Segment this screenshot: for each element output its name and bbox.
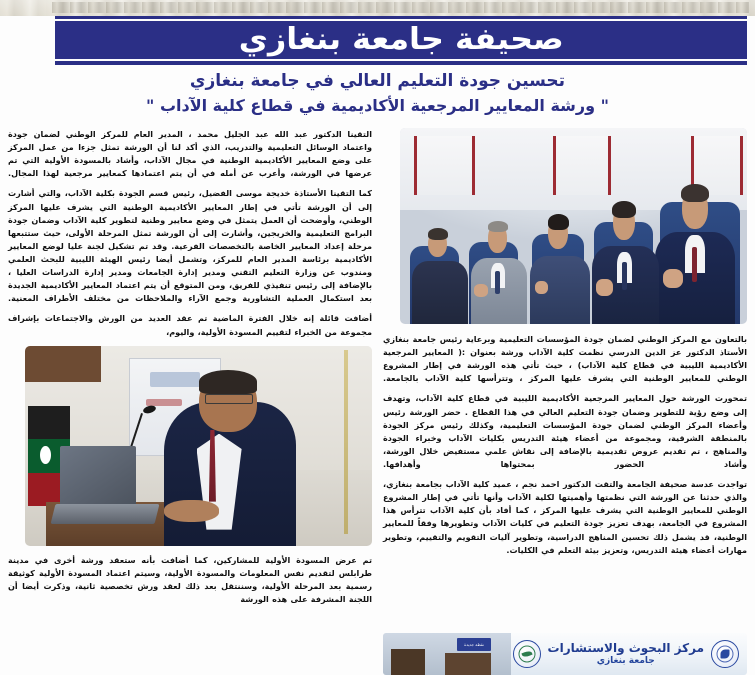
attendee-hair xyxy=(548,214,569,230)
laptop-screen xyxy=(60,446,136,506)
speaker-glasses xyxy=(205,394,252,404)
attendee-hands xyxy=(663,269,683,288)
masthead xyxy=(0,16,755,66)
speaker-hair xyxy=(199,370,258,394)
attendee-suit xyxy=(412,261,469,324)
audience-banner xyxy=(553,136,611,195)
paragraph: تواجدت عدسة صحيفة الجامعة والتقت الدكتور احمد نجم ، عميد كلية الآداب بجامعة بنغازي، والذي حدثنا عن الورشة التي نظمتها وأهميتها لكلية الآداب وأنها تأتي في إطار المشروع الوطني للمعايير الوطنية التي يشرف عليها المركز ، كما أفاد بأن كلية الآداب تترأس هذا المشروع في الجامعة، بهدف تعزيز جودة التعليم في كليات الآداب وتطويرها وفقاً للمعايير الوطنية، قد يشمل ذلك تحسين المناهج الدراسية، وتطوير آليات التقويم والتقييم، وتطوير مهارات أعضاء هيئة التدريس، وتعزيز بيئة التعلم في الكليات. xyxy=(383,479,747,555)
attendee-hands xyxy=(474,284,488,297)
masthead-rule-bottom xyxy=(55,61,747,65)
masthead-rule-top xyxy=(55,16,747,19)
footer-brand xyxy=(513,640,739,668)
attendee xyxy=(410,226,469,324)
headline-main: تحسين جودة التعليم العالي في جامعة بنغازي xyxy=(189,71,566,91)
top-decorative-strip xyxy=(0,0,755,16)
attendee xyxy=(653,175,736,324)
attendee-hair xyxy=(488,221,508,232)
article-body xyxy=(8,128,747,667)
footer-brand-line1: مركز البحوث والاستشارات xyxy=(547,640,704,655)
paragraph: تمحورت الورشة حول المعايير المرجعية الأكاديمية الليبية في قطاع كلية الآداب، وتهدف إلى وضع رؤية للتطوير وضمان جودة التعليم العالي في هذا القطاع . حضر الورشة رئيس وأعضاء المركز الوطني لضمان جودة المؤسسات التعليمية، وكذلك رئيس مركز الجودة بالمنطقة الشرقية، ومجموعة من أعضاء هيئة التدريس بكليات الآداب وخبراء الجودة والمناهج ، تم تقديم عروض تقديمية بالإضافة إلى نقاش علمي مستفيض خلال الورشة، وأشاد الحضور بمحتواها وأهدافها. xyxy=(383,393,747,469)
footer-photo-fragment xyxy=(383,633,511,675)
photo-audience xyxy=(400,128,747,324)
attendee xyxy=(591,195,660,324)
column-left xyxy=(8,128,372,606)
footer-tag-label: نقطة جديدة xyxy=(464,642,484,647)
paragraph: بالتعاون مع المركز الوطني لضمان جودة المؤسسات التعليمية وبرعاية رئيس جامعة بنغازي الأستاذ الدكتور عز الدين الدرسي نظمت كلية الآداب ورشة بعنوان :( المعايير المرجعية الأكاديمية الليبية في قطاع كلية الآداب) ، حيث تأتي هذه الورشة في إطار المشروع الوطني للمعايير الوطنية التي يشرف عليها المركز ، وتترأسها كلية الآداب بالجامعة. xyxy=(383,334,747,384)
footer-brand-text xyxy=(548,641,704,667)
audience-banner xyxy=(414,136,476,195)
laptop-keyboard xyxy=(50,504,159,524)
attendee-hands xyxy=(596,279,613,296)
attendee xyxy=(469,218,528,324)
paragraph: كما التقينا الأستاذة خديجة موسى الفضيل، رئيس قسم الجودة بكلية الآداب، والتي أشارت إلى أن الورشة تأتي في إطار المعايير الأكاديمية الوطنية التي يشرف عليها المركز الوطني، وأوضحت أن العمل يتمثل في وضع معايير وطنية لتطوير كلية الآداب وضمان جودة البرامج التعليمية والخريجين، وأشارت إلى أن الورشة تمثل المرحلة الأولى، حيث ستتبعها مرحلة إعداد المعايير الخاصة بالتخصصات الفرعية. وقد تم تشكيل لجنة عليا لوضع المعايير الأكاديمية برئاسة المدير العام للمركز، وتشمل أيضا رئيس الهيئة الليبية للبحث العلمي ومندوب عن وزارة التعليم التقني ومدير إدارة الجامعات ومدير إدارة الدراسات العليا ، بالإضافة إلى رئيس تنفيذي للفريق، ومن المتوقع أن يتم اعتماد المعايير الأكاديمية الجديدة بعد استكمال العملية التشاورية وجمع الآراء والملاحظات من مختلف الأطراف المعنية. xyxy=(8,188,372,304)
speaker-wood-trim xyxy=(25,346,101,382)
speaker-hands xyxy=(164,500,220,522)
footer-brand-line2: جامعة بنغازي xyxy=(596,655,655,666)
attendee-hair xyxy=(681,184,709,202)
flag-pole xyxy=(344,350,348,534)
paragraph: التقينا الدكتور عبد الله عبد الجليل محمد ، المدير العام للمركز الوطني لضمان جودة واعتماد الوسائل التعليمية والتدريب، الذي أكد لنا أن الورشة تمثل جزءا من عمل المركز على وضع المعايير الأكاديمية الوطنية في مجال الآداب، وأشاد بالمسودة الأولية التي تم عرضها في الورشة، وأعرب عن أمله في أن يتم اعتمادها كمعايير مرجعية لهذا المجال. xyxy=(8,129,372,179)
attendee-tie xyxy=(692,247,697,283)
university-seal-icon xyxy=(711,640,739,668)
column-right xyxy=(383,128,747,564)
research-center-logo-icon xyxy=(513,640,541,668)
paragraph: أضافت قائلة إنه خلال الفترة الماضية تم عقد العديد من الورش والاجتماعات بإشراف مجموعة من الخبراء لتقييم المسودة الأولية، واليوم، xyxy=(8,313,372,337)
headline-subtitle: " ورشة المعايير المرجعية الأكاديمية في قطاع كلية الآداب " xyxy=(146,95,609,115)
attendee-hair xyxy=(612,201,636,218)
attendee-hands xyxy=(535,281,549,295)
attendee-tie xyxy=(495,271,500,294)
seal-mark xyxy=(721,650,730,659)
leaf-mark xyxy=(521,650,532,658)
footer-tag-badge xyxy=(457,638,491,651)
attendee-hair xyxy=(428,228,448,240)
masthead-title: صحيفة جامعة بنغازي xyxy=(238,22,564,57)
footer-brand-bar xyxy=(383,633,747,675)
paragraph: تم عرض المسودة الأولية للمشاركين، كما أضافت بأنه ستعقد ورشة أخرى في مدينة طرابلس لتقديم نفس المعلومات والمسودة الأولية، وسيتم اعتماد المسودة الأولية كوثيقة رسمية بعد المرحلة الأولية، وسننتقل بعد ذلك لعقد ورش تخصصية ثانية، وذكرت أيضا أن اللجنة المشرفة على هذه الورشة xyxy=(8,554,372,604)
photo-speaker xyxy=(25,346,372,546)
attendee xyxy=(528,210,590,324)
masthead-bar xyxy=(55,21,747,59)
headline-block xyxy=(0,70,755,117)
attendee-tie xyxy=(622,262,627,290)
